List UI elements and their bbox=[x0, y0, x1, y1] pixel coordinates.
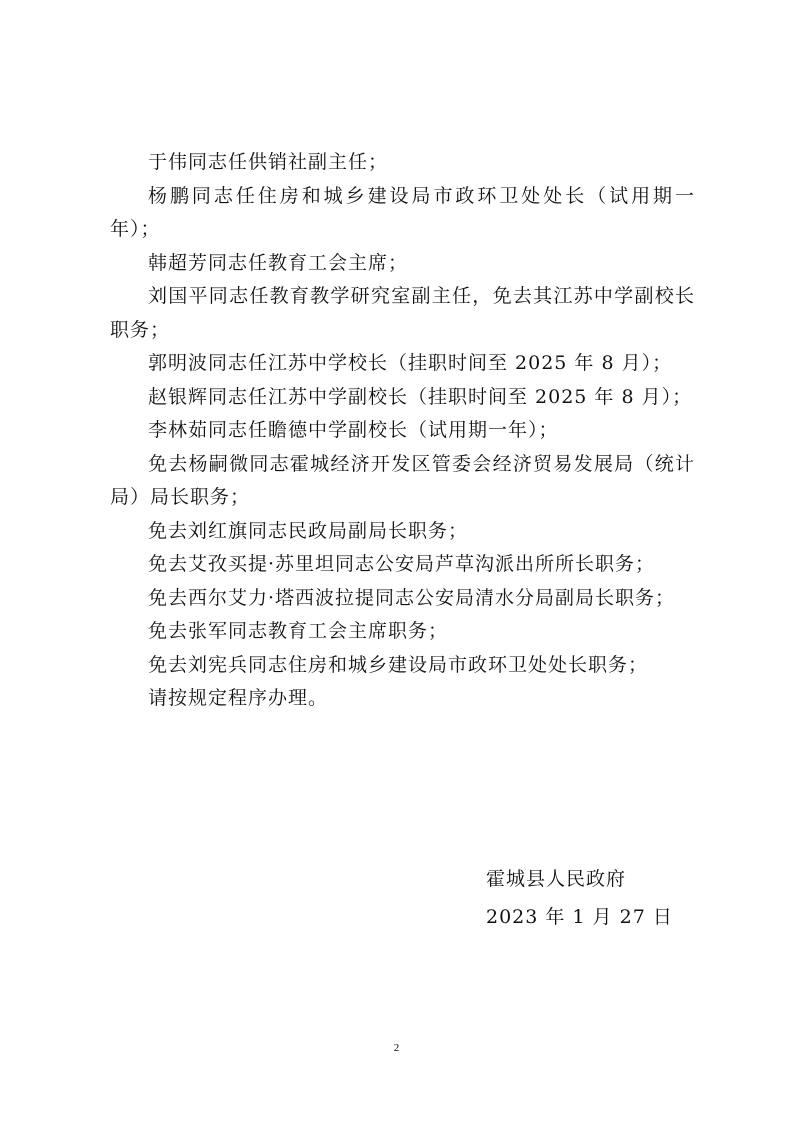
paragraph-7: 李林茹同志任瞻德中学副校长（试用期一年）； bbox=[148, 419, 559, 441]
paragraph-3: 韩超芳同志任教育工会主席； bbox=[148, 251, 409, 274]
paragraph-4: 刘国平同志任教育教学研究室副主任，免去其江苏中学副校长职务； bbox=[110, 285, 695, 341]
paragraph-2: 杨鹏同志任住房和城乡建设局市政环卫处处长（试用期一年）； bbox=[110, 184, 695, 240]
paragraph-1: 于伟同志任供销社副主任； bbox=[148, 151, 389, 173]
paragraph-12: 免去张军同志教育工会主席职务； bbox=[148, 620, 449, 642]
paragraph-13: 免去刘宪兵同志住房和城乡建设局市政环卫处处长职务； bbox=[148, 653, 649, 676]
issue-date: 2023 年 1 月 27 日 bbox=[486, 906, 673, 928]
page-number: 2 bbox=[393, 1042, 400, 1054]
paragraph-6: 赵银辉同志任江苏中学副校长（挂职时间至 2025 年 8 月）； bbox=[148, 385, 693, 408]
paragraph-5: 郭明波同志任江苏中学校长（挂职时间至 2025 年 8 月）； bbox=[148, 352, 673, 374]
paragraph-14: 请按规定程序办理。 bbox=[148, 687, 329, 709]
paragraph-11: 免去西尔艾力·塔西波拉提同志公安局清水分局副局长职务； bbox=[148, 586, 676, 609]
issuer-name: 霍城县人民政府 bbox=[486, 868, 627, 890]
signature-block bbox=[486, 860, 673, 936]
paragraph-9: 免去刘红旗同志民政局副局长职务； bbox=[148, 519, 469, 542]
document-body bbox=[110, 146, 695, 716]
paragraph-8: 免去杨嗣微同志霍城经济开发区管委会经济贸易发展局（统计局）局长职务； bbox=[110, 452, 695, 508]
paragraph-10: 免去艾孜买提·苏里坦同志公安局芦草沟派出所所长职务； bbox=[148, 553, 656, 575]
